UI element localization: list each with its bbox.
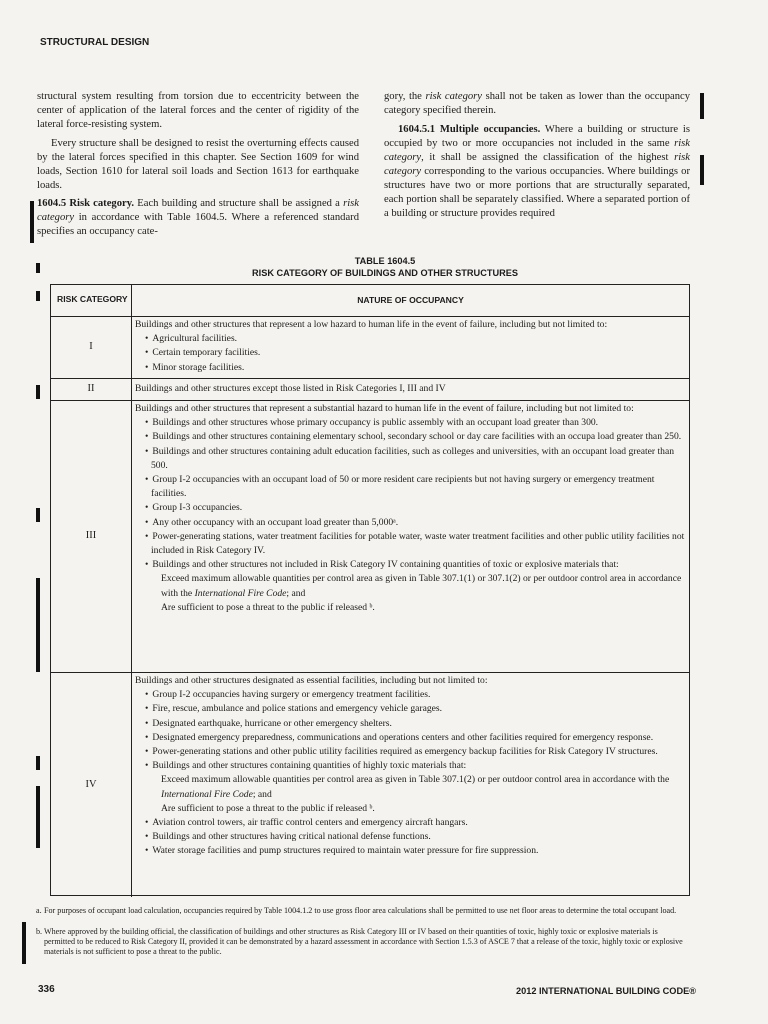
text: , it shall be assigned the classification of the highest [421, 152, 675, 163]
list-item: • Buildings and other structures containing adult education facilities, such as colleges and universities, with an occupant load greater than 500. [145, 445, 685, 473]
list-item: • Water storage facilities and pump structures required to maintain water pressure for fire suppression. [145, 844, 685, 858]
list-item: • Power-generating stations, water treatment facilities for potable water, waste water treatment facilities and other public utility facilities not included in Risk Category IV. [145, 530, 685, 558]
change-bar [36, 578, 40, 672]
table-row-category-iv [51, 673, 689, 897]
risk-category-cell: II [51, 379, 132, 400]
list-item: • Designated emergency preparedness, communications and operations centers and other facilities required for emergency response. [145, 731, 685, 745]
change-bar [700, 93, 704, 119]
occupancy-cell [135, 674, 685, 859]
list-item: • Fire, rescue, ambulance and police stations and emergency vehicle garages. [145, 702, 685, 716]
sub-condition: Exceed maximum allowable quantities per control area as given in Table 307.1(2) or per outdoor control area in accordance with the International Fire Code; and [161, 774, 670, 800]
list-item: • Agricultural facilities. [145, 332, 685, 346]
section-1604-5-1 [384, 123, 690, 221]
sub-condition: Are sufficient to pose a threat to the public if released ᵇ. [161, 601, 375, 613]
sub-conditions [135, 773, 685, 816]
table-row-category-iii [51, 401, 689, 673]
footnote-b [36, 927, 686, 957]
text: shall not be taken as lower than the occupancy category specified therein. [384, 91, 691, 116]
table-row-category-ii [51, 379, 689, 401]
table-title: RISK CATEGORY OF BUILDINGS AND OTHER STRUCTURES [252, 268, 518, 278]
list-item: • Buildings and other structures whose primary occupancy is public assembly with an occupant load greater than 300. [145, 416, 685, 430]
list-item: • Power-generating stations and other public utility facilities required as emergency backup facilities for Risk Category IV structures. [145, 745, 685, 759]
list-item: • Minor storage facilities. [145, 361, 685, 375]
running-header: STRUCTURAL DESIGN [40, 37, 150, 48]
occupancy-cell [135, 402, 685, 615]
list-item: • Aviation control towers, air traffic control centers and emergency aircraft hangars. [145, 816, 685, 830]
change-bar [36, 508, 40, 522]
list-item: • Certain temporary facilities. [145, 346, 685, 360]
text: Each building and structure shall be assigned a [134, 198, 344, 209]
footnote-marker: b. [36, 927, 43, 936]
right-column [384, 90, 690, 221]
occupancy-cell [135, 382, 685, 396]
sub-condition: Are sufficient to pose a threat to the public if released ᵇ. [161, 802, 375, 814]
section-heading: 1604.5.1 Multiple occupancies. [398, 124, 541, 135]
paragraph: Every structure shall be designed to resist the overturning effects caused by the lateral forces specified in this chapter. See Section 1609 for wind loads, Section 1610 for lateral soil loads and Section 1613 for earthquake loads. [37, 138, 359, 191]
occupancy-lead: Buildings and other structures that represent a low hazard to human life in the event of failure, including but not limited to: [135, 319, 608, 330]
change-bar [30, 201, 34, 243]
paragraph [384, 90, 690, 118]
occupancy-cell [135, 318, 685, 375]
list-item: • Buildings and other structures containing elementary school, secondary school or day care facilities with an occupa load greater than 250. [145, 430, 685, 444]
list-item: • Group I-2 occupancies with an occupant load of 50 or more resident care recipients but not having surgery or emergency treatment facilities. [145, 473, 685, 501]
footnote-a [36, 906, 686, 916]
sub-conditions [135, 572, 685, 615]
table-header-row [51, 285, 689, 317]
footnote-text: Where approved by the building official, the classification of buildings and other structures as Risk Category III or IV based on their quantities of toxic, highly toxic or explosive materials is permitted to be reduced to Risk Category II, provided it can be demonstrated by a hazard assessment in accordance with Section 1.5.3 of ASCE 7 that a release of the toxic, highly toxic or explosive materials is not sufficient to pose a threat to the public. [44, 927, 683, 956]
paragraph: structural system resulting from torsion due to eccentricity between the center of application of the lateral forces and the center of rigidity of the lateral force-resisting system. [37, 91, 359, 130]
list-item: • Designated earthquake, hurricane or other emergency shelters. [145, 717, 685, 731]
section-1604-5 [37, 197, 359, 239]
text: in accordance with Table 1604.5. Where a referenced standard specifies an occupancy cate- [37, 212, 359, 237]
table-number: TABLE 1604.5 [354, 256, 416, 266]
table-row-category-i [51, 317, 689, 379]
change-bar [700, 155, 704, 185]
text: gory, the [384, 91, 426, 102]
column-header-nature-of-occupancy: NATURE OF OCCUPANCY [357, 295, 464, 305]
page-number: 336 [38, 984, 55, 995]
defined-term: risk category [425, 91, 482, 102]
risk-category-cell: I [51, 317, 132, 378]
change-bar [36, 263, 40, 273]
change-bar [22, 922, 26, 964]
defined-term: risk category [384, 152, 690, 177]
list-item: • Buildings and other structures having critical national defense functions. [145, 830, 685, 844]
occupancy-lead: Buildings and other structures except those listed in Risk Categories I, III and IV [135, 383, 446, 394]
risk-category-cell: III [51, 401, 132, 672]
list-item: • Buildings and other structures not included in Risk Category IV containing quantities of toxic or explosive materials that: [145, 558, 685, 572]
risk-category-cell: IV [51, 673, 132, 897]
text: Where a building or structure is occupied by two or more occupancies not included in the same [384, 124, 690, 149]
list-item: • Buildings and other structures containing quantities of highly toxic materials that: [145, 759, 685, 773]
sub-condition: Exceed maximum allowable quantities per control area as given in Table 307.1(1) or 307.1(2) or per outdoor control area in accordance with the International Fire Code; and [161, 573, 682, 599]
list-item: • Group I-2 occupancies having surgery or emergency treatment facilities. [145, 688, 685, 702]
footnote-marker: a. [36, 906, 42, 915]
risk-category-table [50, 284, 690, 896]
section-heading: 1604.5 Risk category. [37, 198, 135, 209]
list-item: • Any other occupancy with an occupant load greater than 5,000ᵃ. [145, 516, 685, 530]
change-bar [36, 756, 40, 770]
defined-term: risk category [384, 138, 690, 163]
list-item: • Group I-3 occupancies. [145, 501, 685, 515]
defined-term: risk category [37, 198, 359, 223]
occupancy-lead: Buildings and other structures that represent a substantial hazard to human life in the event of failure, including but not limited to: [135, 403, 634, 414]
code-title: 2012 INTERNATIONAL BUILDING CODE® [516, 986, 696, 996]
change-bar [36, 385, 40, 399]
column-header-risk-category: RISK CATEGORY [51, 285, 132, 316]
footnote-text: For purposes of occupant load calculation, occupancies required by Table 1004.1.2 to use gross floor area calculations shall be permitted to use net floor areas to determine the total occupant load. [44, 906, 677, 915]
change-bar [36, 786, 40, 848]
text: corresponding to the various occupancies. Where buildings or structures have two or more portions that are structurally separated, each portion shall be separately classified. Where a separated portion of a building or structure provides required [384, 166, 690, 219]
change-bar [36, 291, 40, 301]
left-column [37, 90, 359, 239]
occupancy-lead: Buildings and other structures designated as essential facilities, including but not limited to: [135, 675, 488, 686]
